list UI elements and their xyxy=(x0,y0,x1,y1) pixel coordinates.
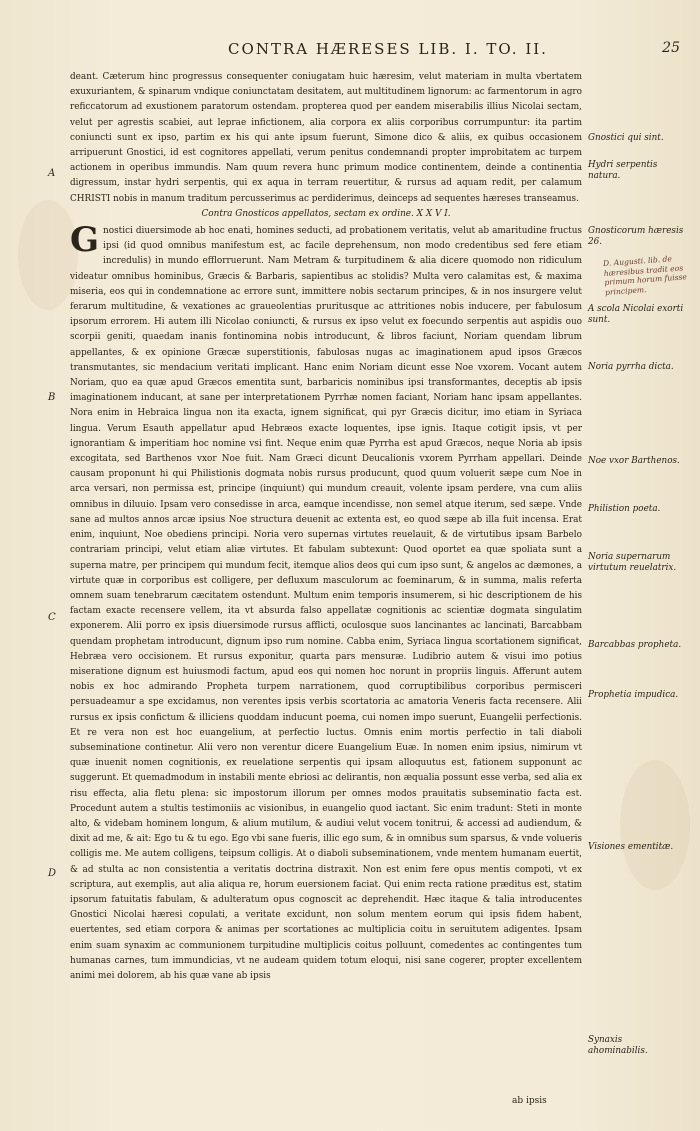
section-marker-a: A xyxy=(48,168,56,179)
margin-note-prophetia: Prophetia impudica. xyxy=(588,690,679,700)
margin-note-hydri: Hydri serpentis natura. xyxy=(588,160,658,181)
page-header xyxy=(70,40,680,66)
margin-note-gnosticorum: Gnosticorum hæresis 26. xyxy=(588,226,684,247)
handwritten-annotation: D. Augusti. lib. de hæresibus tradit eos primum horum fuisse principem. xyxy=(602,254,688,297)
margin-note-barcabbas: Barcabbas propheta. xyxy=(588,640,682,650)
paragraph-1: deant. Cæterum hinc progressus consequenter coniugatam huic hæresim, velut materiam in multa vbertatem exuxuriantem, & spinarum vndique coniunctatam desitatem, aut multitudinem lignorum: ac farmentorum in agro reficcatorum ad exustionem paratorum ostendam. propterea quod per eandem miserabilis illius Nicolai sectam, velut per agrestis scabiei, aut leprae infictionem, alia corpora ex aliis corporibus corrumpuntur: ita partim coniuncti sunt ex ipso, partim ex his qui ante ipsum fuerunt, Simone dico & aliis, ex quibus occasionem arripuerunt Gnostici, id est cognitores appellati, verum penitus condemnandi propter improbitatem ac turpem actionem in operibus immundis. Nam quum revera hunc primum modice continentem, deinde a continentia digressum, instar hydri serpentis, qui ex aqua in terram reuertitur, & rursus ad aquam redit, per calamum CHRISTI nobis in manum traditum percusserimus ac perdiderimus, deinceps ad sequentes hæreses transeamus. xyxy=(70,72,582,204)
margin-note-noria: Noria pyrrha dicta. xyxy=(588,362,674,372)
margin-note-synaxis: Synaxis ahominabilis. xyxy=(588,1035,648,1056)
page-number: 25 xyxy=(662,40,680,56)
paragraph-2-text: nostici diuersimode ab hoc enati, homines seducti, ad probationem veritatis, velut ab amaritudine fructus ipsi (id quod omnibus manifestum est, ac facile deprehensum, non modo credentibus sed fere etiam incredulis) in mundo efflorruerunt. Nam Metram & turpitudinem & alia dicere quomodo non ridiculum videatur omnibus hominibus, Græcis & Barbaris, sapientibus ac stolidis? Multa vero calamitas est, & maxima miseria, eos qui in condemnatione ac errore sunt, immittere nobis sectarum principes, & in nos insurgere velut ferarum multitudine, & vexationes ac graueolentias pruritusque ac attritiones nobis inducere, per fabulosum ipsorum errorem. Hi autem illi Nicolao coniuncti, & rursus ex ipso velut ex foecundo serpentis aut aspidis ouo scorpii geniti, quaedam inanis fontinomina nobis introducunt, & libros faciunt, Noriam quendam librum appellantes, & ex opinione Græcæ superstitionis, fabulosas nugas ac imaginationem apud ipsos Græcos transmutantes, sic mendacium veritati implicant. Hanc enim Noriam dicunt esse Noe vxorem. Vocant autem Noriam, quo ea quæ apud Græcos ementita sunt, barbaricis nominibus ipsi transformantes, deceptis ab ipsis imaginationem inducant, at sane per interpretationem Pyrrhæ nomen faciant, Noriam hanc ipsam appellantes. Nora enim in Hebraica lingua non ita exacta, ignem significat, qui pyr Græcis dicitur, imo etiam in Syriaca lingua. Verum Esauth appellatur apud Hebræos exacte loquentes, ipse ignis. Itaque cotigit ipsis, vt per ignorantiam & imperitiam hoc nomine vsi fint. Neque enim quæ Pyrrha est apud Græcos, neque Noria ab ipsis excogitata, sed Barthenos vxor Noe fuit. Nam Græci dicunt Deucalionis vxorem Pyrrham appellari. Deinde causam proponunt hi qui Philistionis dogmata nobis rursus producunt, quod quum voluerit sæpe cum Noe in arca versari, non permissa est, principe (inquiunt) qui mundum creauit, volente ipsam perdere, vna cum aliis omnibus in diluuio. Ipsam vero consedisse in arca, eamque incendisse, non semel atque iterum, sed sæpe. Vnde sane ad multos annos arcæ ipsius Noe structura deuenit ac extenta est, eo quod sæpe ab illa fuit incensa. Erat enim, inquiunt, Noe obediens principi. Noria vero supernas virtutes reuelauit, & de virtutibus ipsam Barbelo contrariam principi, velut etiam aliæ virtutes. Et fabulam subtexunt: Quod oportet ea quæ spoliata sunt a superna matre, per principem qui mundum fecit, itemque alios deos qui cum ipso sunt, & angelos ac dæmones, a virtute quæ in corporibus est colligere, per defluxum masculorum ac foeminarum, & in summa, malis referta omnem suam tenebrarum cæcitatem ostendunt. Multum enim temporis insumerem, si hic descriptionem de his factam exacte recensere vellem, ita vt absurda falso appellatæ cognitionis ac scientiæ dogmata singulatim exponerem. Alii porro ex ipsis diuersimode rursus afflicti, oculosque suos lancinantes ac lancinati, Barcabbam quendam prophetam introducunt, dignum ipso rum nomine. Cabba enim, Syriaca lingua scortationem significat, Hebræa vero occisionem. Et rursus exponitur, quarta pars mensuræ. Ludibrio autem & visui imo potius miseratione dignum est huiusmodi factum, apud eos qui nomen hoc norunt in propriis linguis. Afferunt autem nobis ex hoc admirando Propheta turpem narrationem, quod corruptibilibus corporibus permisceri persuadeamur a spe excidamus, non verentes ipsis verbis scortatoria ac amatoria Veneris facta recensere. Alii rursus ex ipsis confictum & illiciens quoddam inducunt poema, cui nomen impo suerunt, Euangelii perfectionis. Et re vera non est hoc euangelium, at perfectio luctus. Omnis enim mortis perfectio in tali diaboli subseminatione continetur. Alii vero non verentur dicere Euangelium Euæ. In nomen enim ipsius, nimirum vt quæ inuenit nomen cognitionis, ex reuelatione serpentis qui ipsam alloquutus est, fationem supponunt ac suggerunt. Et quemadmodum in instabili mente ebriosi ac delirantis, non æqualia possunt esse verba, sed alia ex risu effecta, alia fletu plena: sic impostorum illorum per omnes modos prauitatis subseminatio facta est. Procedunt autem a stultis testimoniis ac visionibus, in euangelio quod iactant. Sic enim tradunt: Steti in monte alto, & videbam hominem longum, & alium mutilum, & audiui velut vocem tonitrui, & accessi ad audiendum, & dixit ad me, & ait: Ego tu & tu ego. Ego vbi sane fueris, illic ego sum, & in omnibus sum sparsus, & vnde volueris colligis me. Me autem colligens, teipsum colligis. At o diaboli subseminationem, vnde mentem humanam euertit, & ad stulta ac non consistentia a veritatis doctrina distraxit. Non est enim fere opus mentis compoti, vt ex scriptura, aut exemplis, aut alia aliqua re, horum euersionem faciat. Qui enim recta ratione præditus est, statim ipsorum fatuitatis fabulam, & adulteratum opus cognoscit ac deprehendit. Hæc itaque & talia introducentes Gnostici Nicolai hæresi copulati, a veritate excidunt, non solum mentem eorum qui ipsis fidem habent, euertentes, sed etiam corpora & animas per scortationes ac multiplicia coitu in seruitutem adigentes. Ipsam enim suam synaxim ac communionem turpitudine multiplicis coitus polluunt, comedentes ac contingentes tum humanas carnes, tum immundicias, vt ne audeam quidem totum eloqui, nisi sane cogerer, propter excellentem animi mei dolorem, ab his quæ vane ab ipsis xyxy=(70,226,582,981)
margin-note-gnostici: Gnostici qui sint. xyxy=(588,133,664,143)
catchword: ab ipsis xyxy=(512,1096,547,1106)
section-heading: Contra Gnosticos appellatos, sectam ex ordine. X X V I. xyxy=(201,208,451,219)
section-marker-b: B xyxy=(48,392,56,403)
margin-note-noria-superna: Noria supernarum virtutum reuelatrix. xyxy=(588,552,677,573)
section-marker-c: C xyxy=(48,612,56,623)
main-text xyxy=(70,70,582,984)
running-head: CONTRA HÆRESES LIB. I. TO. II. xyxy=(228,40,548,58)
section-marker-d: D xyxy=(48,868,57,879)
paper-stain xyxy=(620,760,690,890)
margin-note-noe-uxor: Noe vxor Barthenos. xyxy=(588,456,680,466)
margin-note-a-scola: A scola Nicolai exorti sunt. xyxy=(588,304,684,325)
margin-note-visiones: Visiones ementitæ. xyxy=(588,842,674,852)
drop-cap: G xyxy=(70,220,100,261)
margin-note-philistion: Philistion poeta. xyxy=(588,504,661,514)
paragraph-2 xyxy=(70,220,582,984)
paper-stain xyxy=(18,200,78,310)
